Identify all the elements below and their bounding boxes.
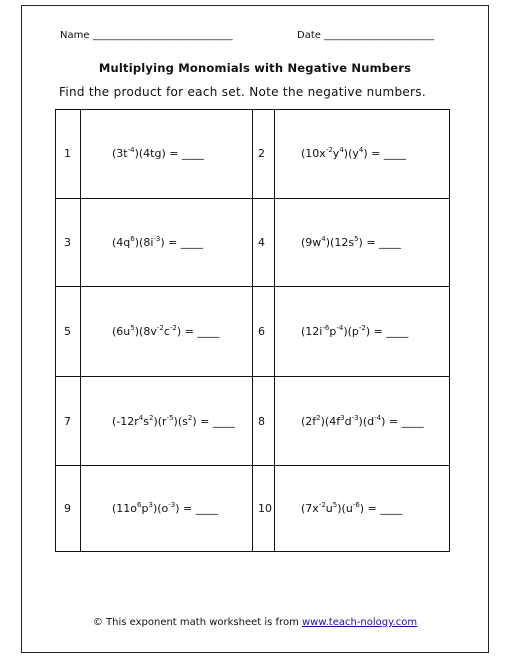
- problem-expression[interactable]: [301, 147, 406, 160]
- expression-text: )(8v: [134, 325, 157, 338]
- expression-text: (3t: [112, 147, 128, 160]
- exponent: 6: [130, 235, 135, 243]
- problem-number: 5: [64, 325, 71, 338]
- expression-text: )(4tg) = ____: [134, 147, 204, 160]
- exponent: 4: [138, 414, 144, 422]
- problem-row: [56, 110, 449, 198]
- expression-text: )(p: [343, 325, 359, 338]
- exponent: -5: [166, 414, 174, 422]
- expression-text: ) = ____: [160, 236, 203, 249]
- expression-text: )(o: [152, 502, 169, 515]
- exponent: -2: [358, 324, 366, 332]
- expression-text: ) = ____: [175, 502, 218, 515]
- expression-text: y: [332, 147, 340, 160]
- expression-text: ) = ____: [381, 415, 424, 428]
- footer-link[interactable]: www.teach-nology.com: [301, 617, 418, 628]
- exponent: 5: [130, 324, 135, 332]
- expression-text: ) = ____: [365, 325, 409, 338]
- exponent: 3: [148, 501, 153, 509]
- footer: [0, 617, 510, 628]
- problem-number: 2: [258, 147, 265, 160]
- problem-expression[interactable]: [301, 325, 408, 338]
- expression-text: )(s: [173, 415, 188, 428]
- problem-row: [56, 286, 449, 376]
- problem-expression[interactable]: [112, 325, 219, 338]
- exponent: -2: [156, 324, 164, 332]
- problem-grid: [55, 109, 450, 552]
- exponent: -2: [318, 501, 326, 509]
- exponent: -4: [127, 146, 135, 154]
- exponent: -3: [153, 235, 161, 243]
- expression-text: ) = ____: [359, 502, 403, 515]
- problem-number: 7: [64, 415, 71, 428]
- expression-text: (7x: [301, 502, 319, 515]
- expression-text: (4q: [112, 236, 131, 249]
- expression-text: p: [141, 502, 149, 515]
- exponent: 6: [137, 501, 142, 509]
- expression-text: )(r: [153, 415, 167, 428]
- exponent: -6: [322, 324, 330, 332]
- problem-number: 4: [258, 236, 265, 249]
- expression-text: ) = ____: [192, 415, 235, 428]
- exponent: 5: [354, 235, 359, 243]
- expression-text: (2f: [301, 415, 317, 428]
- exponent: -2: [325, 146, 333, 154]
- footer-text: © This exponent math worksheet is from: [92, 617, 302, 628]
- exponent: 2: [148, 414, 154, 422]
- problem-number: 9: [64, 502, 71, 515]
- exponent: 2: [187, 414, 193, 422]
- expression-text: ) = ____: [358, 236, 402, 249]
- exponent: -4: [374, 414, 382, 422]
- expression-text: c: [163, 325, 170, 338]
- problem-expression[interactable]: [301, 415, 424, 428]
- problem-expression[interactable]: [301, 502, 402, 515]
- worksheet-title: Multiplying Monomials with Negative Numbers: [98, 61, 412, 75]
- problem-number: 6: [258, 325, 265, 338]
- exponent: -4: [336, 324, 344, 332]
- problem-number: 8: [258, 415, 265, 428]
- exponent: 4: [321, 235, 326, 243]
- expression-text: )(8i: [134, 236, 154, 249]
- problem-row: [56, 465, 449, 551]
- problem-expression[interactable]: [112, 502, 218, 515]
- expression-text: ) = ____: [176, 325, 220, 338]
- instructions: Find the product for each set. Note the negative numbers.: [59, 85, 426, 99]
- expression-text: (10x: [301, 147, 326, 160]
- problem-expression[interactable]: [112, 415, 235, 428]
- problem-row: [56, 376, 449, 465]
- name-field[interactable]: Name ____________________________: [60, 30, 233, 41]
- exponent: 4: [358, 146, 364, 154]
- expression-text: (6u: [112, 325, 131, 338]
- expression-text: (9w: [301, 236, 322, 249]
- expression-text: )(d: [358, 415, 375, 428]
- expression-text: )(u: [337, 502, 353, 515]
- expression-text: (11o: [112, 502, 138, 515]
- expression-text: d: [344, 415, 352, 428]
- expression-text: u: [325, 502, 333, 515]
- expression-text: )(12s: [325, 236, 355, 249]
- expression-text: p: [329, 325, 337, 338]
- expression-text: )(4f: [320, 415, 341, 428]
- exponent: -6: [352, 501, 360, 509]
- date-field[interactable]: Date ______________________: [297, 30, 435, 41]
- problem-expression[interactable]: [112, 147, 204, 160]
- exponent: -3: [351, 414, 359, 422]
- exponent: 4: [339, 146, 344, 154]
- expression-text: ) = ____: [363, 147, 406, 160]
- exponent: 3: [340, 414, 345, 422]
- problem-number: 3: [64, 236, 71, 249]
- exponent: -3: [168, 501, 176, 509]
- exponent: 5: [332, 501, 338, 509]
- problem-expression[interactable]: [301, 236, 401, 249]
- expression-text: )(y: [343, 147, 359, 160]
- exponent: 2: [316, 414, 321, 422]
- problem-number: 10: [258, 502, 272, 515]
- expression-text: s: [143, 415, 149, 428]
- problem-number: 1: [64, 147, 71, 160]
- expression-text: (-12r: [112, 415, 139, 428]
- problem-expression[interactable]: [112, 236, 203, 249]
- exponent: -2: [169, 324, 177, 332]
- problem-row: [56, 198, 449, 286]
- expression-text: (12i: [301, 325, 323, 338]
